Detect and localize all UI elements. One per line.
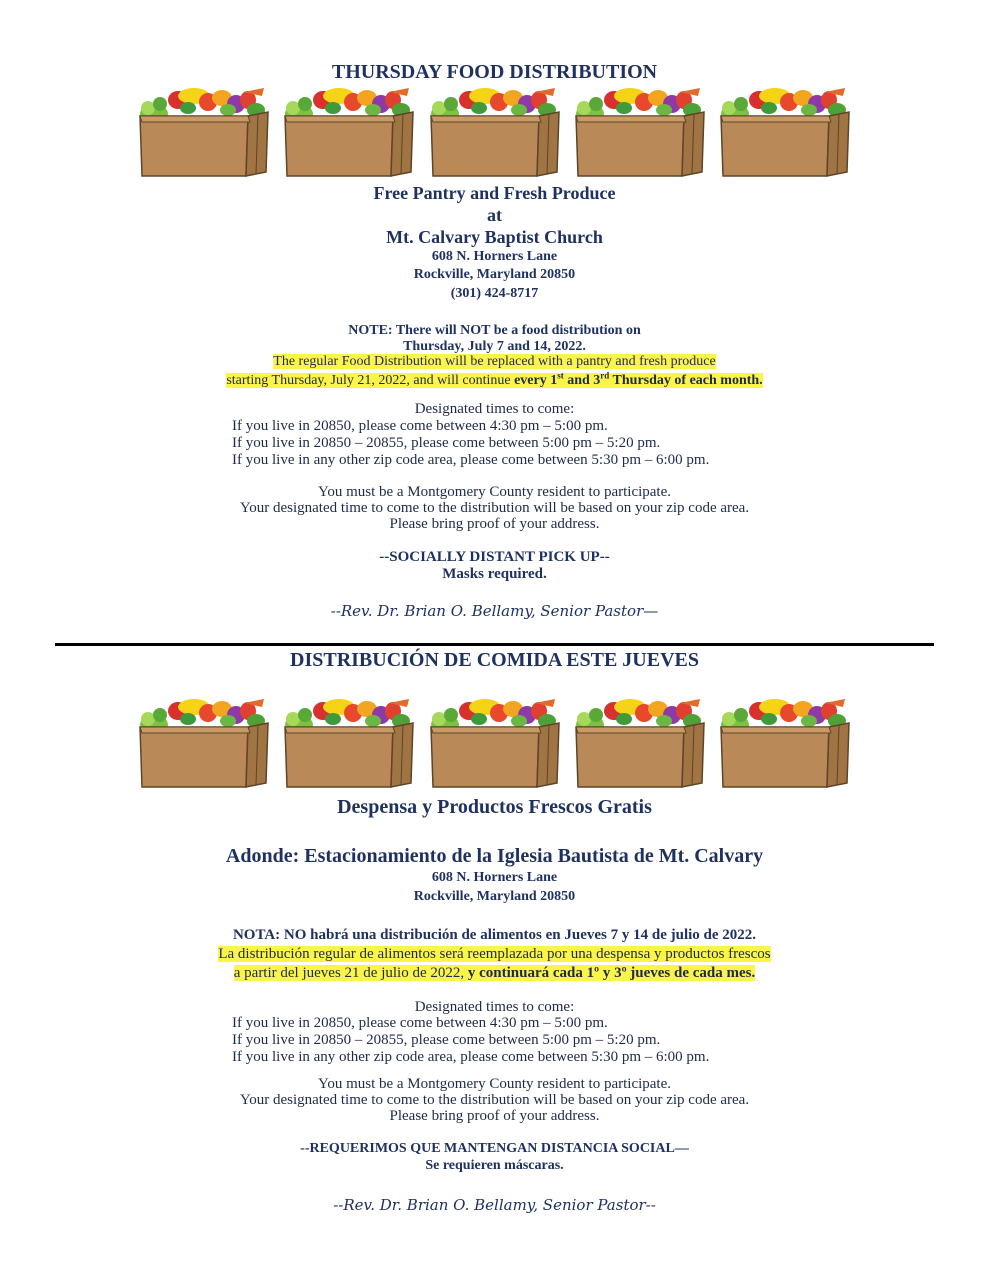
grocery-bag-icon <box>717 697 852 792</box>
english-masks: Masks required. <box>442 566 547 582</box>
spanish-grocery-bags <box>136 697 852 792</box>
english-resident-line2: Your designated time to come to the distribution will be based on your zip code area. <box>239 500 750 516</box>
english-note-line2: Thursday, July 7 and 14, 2022. <box>403 339 586 354</box>
spanish-resident-line1: You must be a Montgomery County resident to participate. <box>317 1076 671 1092</box>
english-resident-line3: Please bring proof of your address. <box>389 516 600 532</box>
english-phone: (301) 424-8717 <box>450 286 539 301</box>
spanish-signature: --Rev. Dr. Brian O. Bellamy, Senior Pastor-- <box>333 1196 656 1214</box>
grocery-bag-icon <box>572 697 707 792</box>
grocery-bag-icon <box>136 697 271 792</box>
time-line: If you live in any other zip code area, please come between 5:30 pm – 6:00 pm. <box>232 452 710 468</box>
highlight-bold: Thursday of each month. <box>609 372 763 388</box>
grocery-bag-icon <box>717 86 852 181</box>
time-line: If you live in 20850, please come between 4:30 pm – 5:00 pm. <box>232 418 608 434</box>
spanish-resident-line3: Please bring proof of your address. <box>389 1108 600 1124</box>
english-subtitle-line2: at <box>487 205 502 225</box>
spanish-masks: Se requieren máscaras. <box>425 1158 564 1173</box>
highlight-text: starting Thursday, July 21, 2022, and will continue <box>226 372 515 388</box>
spanish-address-line2: Rockville, Maryland 20850 <box>413 889 576 904</box>
time-line: If you live in 20850 – 20855, please come between 5:00 pm – 5:20 pm. <box>232 435 661 451</box>
highlight-text: The regular Food Distribution will be replaced with a pantry and fresh produce <box>273 354 716 369</box>
spanish-note: NOTA: NO habrá una distribución de alimentos en Jueves 7 y 14 de julio de 2022. <box>232 927 757 943</box>
english-address-line1: 608 N. Horners Lane <box>431 249 558 264</box>
english-times-list <box>232 418 709 469</box>
spanish-title: DISTRIBUCIÓN DE COMIDA ESTE JUEVES <box>290 649 699 671</box>
english-title: THURSDAY FOOD DISTRIBUTION <box>331 61 658 83</box>
time-line: If you live in any other zip code area, please come between 5:30 pm – 6:00 pm. <box>232 1049 710 1065</box>
english-church-name: Mt. Calvary Baptist Church <box>386 227 603 247</box>
english-highlight-line1 <box>0 354 989 370</box>
superscript: st <box>557 370 564 380</box>
english-resident-line1: You must be a Montgomery County resident to participate. <box>317 484 671 500</box>
grocery-bag-icon <box>427 86 562 181</box>
english-highlight-line2 <box>0 370 989 389</box>
spanish-resident-line2: Your designated time to come to the distribution will be based on your zip code area. <box>239 1092 750 1108</box>
grocery-bag-icon <box>281 697 416 792</box>
highlight-bold: every 1 <box>514 372 558 388</box>
spanish-subtitle: Despensa y Productos Frescos Gratis <box>337 796 652 818</box>
grocery-bag-icon <box>136 86 271 181</box>
spanish-highlight-line1 <box>0 946 989 963</box>
english-note-line1: NOTE: There will NOT be a food distribution on <box>348 323 641 338</box>
grocery-bag-icon <box>427 697 562 792</box>
english-address-line2: Rockville, Maryland 20850 <box>413 267 576 282</box>
time-line: If you live in 20850, please come between 4:30 pm – 5:00 pm. <box>232 1015 608 1031</box>
spanish-times-list <box>232 1015 709 1066</box>
english-times-header: Designated times to come: <box>414 401 575 417</box>
spanish-distance: --REQUERIMOS QUE MANTENGAN DISTANCIA SOCIAL— <box>300 1141 689 1156</box>
english-grocery-bags <box>136 86 852 181</box>
highlight-bold: y continuará cada 1º y 3º jueves de cada mes. <box>467 965 756 981</box>
grocery-bag-icon <box>572 86 707 181</box>
spanish-address-line1: 608 N. Horners Lane <box>431 870 558 885</box>
superscript: rd <box>600 370 610 380</box>
english-pickup: --SOCIALLY DISTANT PICK UP-- <box>379 549 610 565</box>
time-line: If you live in 20850 – 20855, please come between 5:00 pm – 5:20 pm. <box>232 1032 661 1048</box>
english-subtitle-line1: Free Pantry and Fresh Produce <box>373 183 616 203</box>
highlight-text: La distribución regular de alimentos será reemplazada por una despensa y productos frescos <box>218 946 771 962</box>
grocery-bag-icon <box>281 86 416 181</box>
spanish-times-header: Designated times to come: <box>414 999 575 1015</box>
spanish-highlight-line2 <box>0 965 989 982</box>
english-signature: --Rev. Dr. Brian O. Bellamy, Senior Pastor— <box>330 602 659 620</box>
section-divider <box>55 643 934 646</box>
highlight-bold: and 3 <box>563 372 601 388</box>
highlight-text: a partir del jueves 21 de julio de 2022 <box>233 965 461 981</box>
spanish-location: Adonde: Estacionamiento de la Iglesia Bautista de Mt. Calvary <box>225 845 764 867</box>
highlight-text: , <box>460 965 468 981</box>
